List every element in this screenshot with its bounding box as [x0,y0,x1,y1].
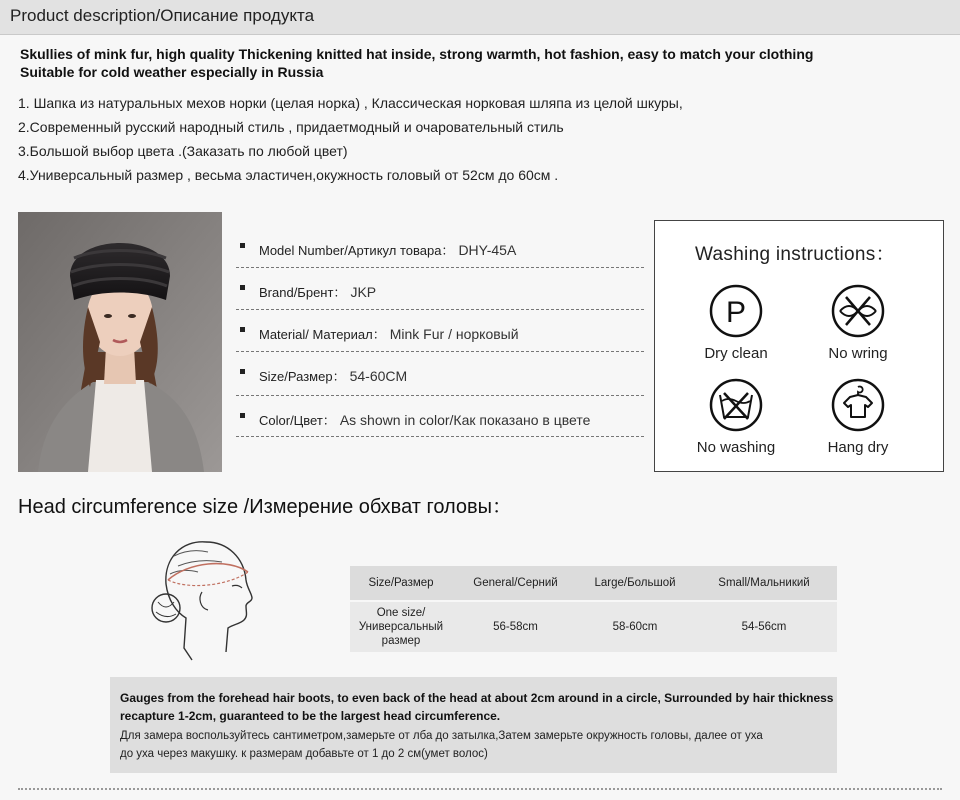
column-header: Large/Большой [579,566,691,601]
spec-row [236,310,644,352]
spec-row [236,226,644,268]
spec-value: Mink Fur / норковый [389,326,519,342]
spec-label: Size/Размер： [259,369,346,384]
spec-value: JKP [350,284,377,300]
svg-text:P: P [725,296,747,329]
note-line: до уха через макушку. к размерам добавьте от 1 до 2 см(умет волос) [120,748,488,760]
table-row [350,601,837,652]
general-cell: 56-58cm [452,601,579,652]
product-photo [18,212,222,472]
note-line: Gauges from the forehead hair boots, to even back of the head at about 2cm around in a circle, Surrounded by hair thickness [120,691,834,705]
no-wring-icon [830,283,886,339]
size-table [350,566,837,652]
wash-item-hang-dry [793,377,923,456]
hang-dry-icon [830,377,886,433]
column-header: Size/Размер [350,566,452,601]
head-measurement-illustration [148,528,266,662]
page-header [0,0,960,35]
spec-label: Brand/Брент： [259,285,347,300]
feature-item: 2.Современный русский народный стиль , придаетмодный и очаровательный стиль [18,119,564,135]
note-english [120,689,837,725]
intro-line: Suitable for cold weather especially in Russia [20,64,324,80]
bullet-icon [240,413,245,418]
table-header-row [350,566,837,601]
spec-label: Color/Цвет： [259,413,336,428]
small-cell: 54-56cm [691,601,837,652]
large-cell: 58-60cm [579,601,691,652]
washing-title: Washing instructions： [695,244,895,265]
wash-item-dry-clean [671,283,801,362]
page-title: Product description/Описание продукта [10,6,315,25]
wash-label: No washing [696,439,776,456]
bullet-icon [240,243,245,248]
spec-label: Material/ Материал： [259,327,386,342]
intro-line: Skullies of mink fur, high quality Thickening knitted hat inside, strong warmth, hot fashion, easy to match your clothing [20,46,814,62]
size-line: One size/ [376,607,426,619]
measurement-note [110,677,837,773]
bullet-icon [240,285,245,290]
bottom-divider [18,788,942,790]
spec-label: Model Number/Артикул товара： [259,243,455,258]
spec-value: 54-60CM [349,368,408,384]
column-header: Small/Мальникий [691,566,837,601]
size-line: размер [381,635,421,647]
size-cell [350,601,452,652]
washing-instructions-panel [654,220,944,472]
bullet-icon [240,369,245,374]
spec-value: As shown in color/Как показано в цвете [339,412,591,428]
wash-label: Dry clean [704,345,768,362]
feature-item: 4.Универсальный размер , весьма эластичен,окужность головый от 52см до 60см . [18,167,559,183]
wash-item-no-wring [793,283,923,362]
spec-value: DHY-45A [458,242,517,258]
wash-label: Hang dry [827,439,889,456]
note-russian [120,727,837,763]
wash-label: No wring [828,345,888,362]
size-line: Универсальный [358,621,444,633]
head-circumference-title: Head circumference size /Измерение обхват головы： [18,496,513,518]
wash-item-no-washing [671,377,801,456]
bullet-icon [240,327,245,332]
spec-row [236,396,644,437]
note-line: recapture 1-2cm, guaranteed to be the largest head circumference. [120,709,501,723]
spec-row [236,268,644,310]
spec-row [236,352,644,396]
intro-text [20,45,920,81]
column-header: General/Серний [452,566,579,601]
dry-clean-icon [708,283,764,339]
spec-list [236,226,644,437]
feature-item: 3.Большой выбор цвета .(Заказать по любой цвет) [18,143,348,159]
feature-list [18,91,683,187]
feature-item: 1. Шапка из натуральных мехов норки (целая норка) , Классическая норковая шляпа из целой шкуры, [18,95,683,111]
no-washing-icon [708,377,764,433]
note-line: Для замера воспользуйтесь сантиметром,замерьте от лба до затылка,Затем замерьте окружность головы, далее от уха [120,730,763,742]
